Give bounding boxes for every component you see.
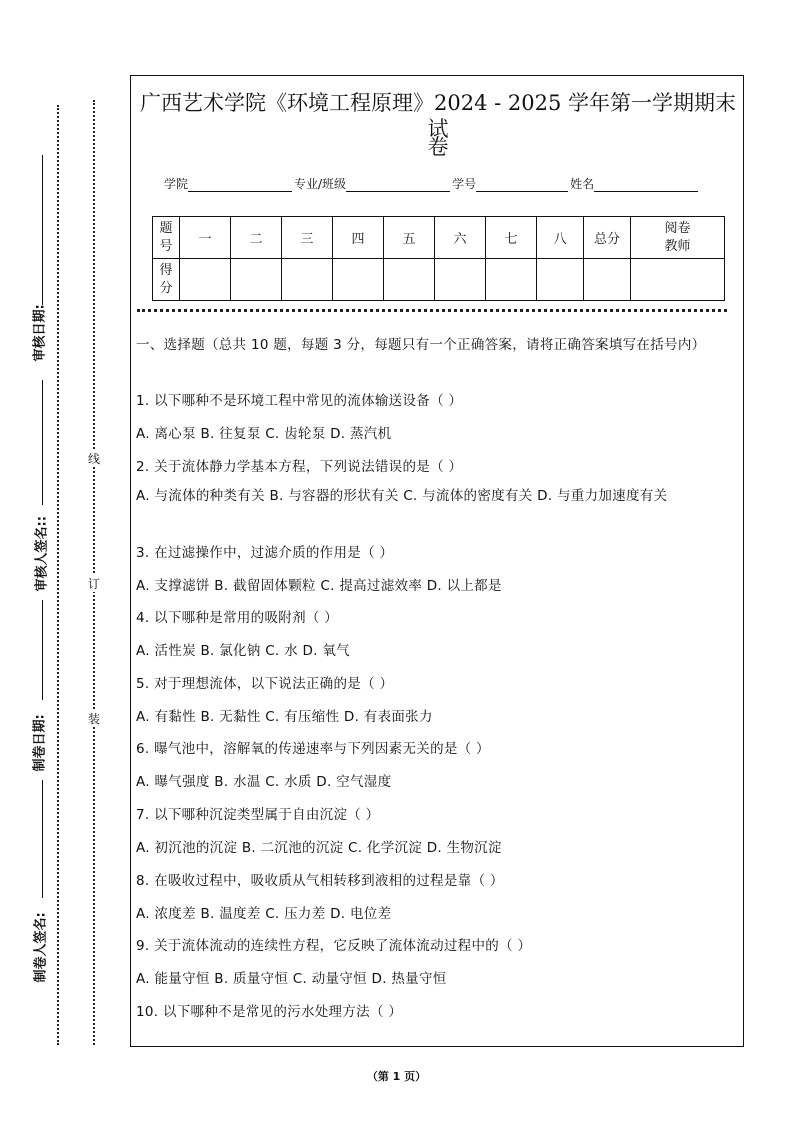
options-2: A. 与流体的种类有关 B. 与容器的形状有关 C. 与流体的密度有关 D. 与重力加速度有关 — [136, 488, 668, 504]
college-field[interactable] — [188, 179, 292, 192]
reviewer-sign-line — [42, 380, 43, 505]
question-5: 5. 对于理想流体，以下说法正确的是（ ） — [136, 676, 394, 692]
options-1: A. 离心泵 B. 往复泵 C. 齿轮泵 D. 蒸汽机 — [136, 426, 392, 442]
score-cell[interactable] — [231, 259, 282, 301]
options-8: A. 浓度差 B. 温度差 C. 压力差 D. 电位差 — [136, 906, 392, 922]
binding-char-zhuang: 装 — [87, 712, 100, 726]
make-date-line — [42, 600, 43, 700]
score-table — [152, 216, 725, 301]
score-cell[interactable] — [282, 259, 333, 301]
grader-header: 阅卷 教师 — [631, 217, 725, 259]
major-label: 专业/班级 — [294, 177, 347, 191]
options-5: A. 有黏性 B. 无黏性 C. 有压缩性 D. 有表面张力 — [136, 709, 433, 725]
name-label: 姓名 — [570, 177, 595, 191]
question-1: 1. 以下哪种不是环境工程中常见的流体输送设备（ ） — [136, 393, 463, 409]
question-8: 8. 在吸收过程中，吸收质从气相转移到液相的过程是靠（ ） — [136, 873, 504, 889]
section-heading: 一、选择题（总共 10 题，每题 3 分，每题只有一个正确答案，请将正确答案填写在括号内） — [136, 337, 706, 353]
dotted-separator — [137, 309, 727, 312]
col-header: 四 — [333, 217, 384, 259]
options-7: A. 初沉池的沉淀 B. 二沉池的沉淀 C. 化学沉淀 D. 生物沉淀 — [136, 840, 502, 856]
question-9: 9. 关于流体流动的连续性方程，它反映了流体流动过程中的（ ） — [136, 938, 532, 954]
question-3: 3. 在过滤操作中，过滤介质的作用是（ ） — [136, 545, 394, 561]
exam-title-cont: 卷 — [427, 135, 449, 159]
major-field[interactable] — [346, 179, 450, 192]
score-cell[interactable] — [486, 259, 537, 301]
col-header-total: 总分 — [584, 217, 631, 259]
score-cell[interactable] — [537, 259, 584, 301]
score-cell[interactable] — [180, 259, 231, 301]
binding-dotted-line-inner — [93, 100, 95, 1045]
options-4: A. 活性炭 B. 氯化钠 C. 水 D. 氧气 — [136, 643, 350, 659]
options-9: A. 能量守恒 B. 质量守恒 C. 动量守恒 D. 热量守恒 — [136, 971, 447, 987]
score-cell[interactable] — [384, 259, 435, 301]
question-4: 4. 以下哪种是常用的吸附剂（ ） — [136, 610, 339, 626]
name-field[interactable] — [594, 179, 698, 192]
col-header: 五 — [384, 217, 435, 259]
col-header: 三 — [282, 217, 333, 259]
maker-sign-line — [42, 780, 43, 898]
score-cell-total[interactable] — [584, 259, 631, 301]
student-id-label: 学号 — [452, 177, 477, 191]
options-6: A. 曝气强度 B. 水温 C. 水质 D. 空气湿度 — [136, 774, 392, 790]
col-header: 六 — [435, 217, 486, 259]
question-7: 7. 以下哪种沉淀类型属于自由沉淀（ ） — [136, 807, 380, 823]
question-number-header: 题 号 — [153, 217, 180, 259]
page-number: （第 1 页） — [366, 1070, 427, 1083]
student-info-row — [164, 175, 700, 192]
question-2: 2. 关于流体静力学基本方程，下列说法错误的是（ ） — [136, 459, 463, 475]
binding-char-ding: 订 — [87, 577, 100, 591]
exam-title: 广西艺术学院《环境工程原理》2024 - 2025 学年第一学期期末试 — [139, 91, 736, 141]
reviewer-sign-label: 审核人签名:: — [34, 516, 50, 592]
review-date-label: 审核日期: — [32, 304, 48, 362]
options-3: A. 支撑滤饼 B. 截留固体颗粒 C. 提高过滤效率 D. 以上都是 — [136, 578, 502, 594]
student-id-field[interactable] — [476, 179, 568, 192]
review-date-line — [42, 155, 43, 305]
score-row-header: 得 分 — [153, 259, 180, 301]
col-header: 一 — [180, 217, 231, 259]
exam-frame — [130, 75, 744, 1047]
grader-cell[interactable] — [631, 259, 725, 301]
binding-dotted-line-outer — [57, 105, 59, 1045]
col-header: 七 — [486, 217, 537, 259]
score-cell[interactable] — [333, 259, 384, 301]
col-header: 二 — [231, 217, 282, 259]
score-cell[interactable] — [435, 259, 486, 301]
question-10: 10. 以下哪种不是常见的污水处理方法（ ） — [136, 1004, 403, 1020]
col-header: 八 — [537, 217, 584, 259]
question-6: 6. 曝气池中，溶解氧的传递速率与下列因素无关的是（ ） — [136, 741, 490, 757]
maker-sign-label: 制卷人签名: — [33, 912, 49, 983]
make-date-label: 制卷日期: — [32, 714, 48, 772]
college-label: 学院 — [164, 177, 189, 191]
binding-char-xian: 线 — [87, 452, 100, 466]
